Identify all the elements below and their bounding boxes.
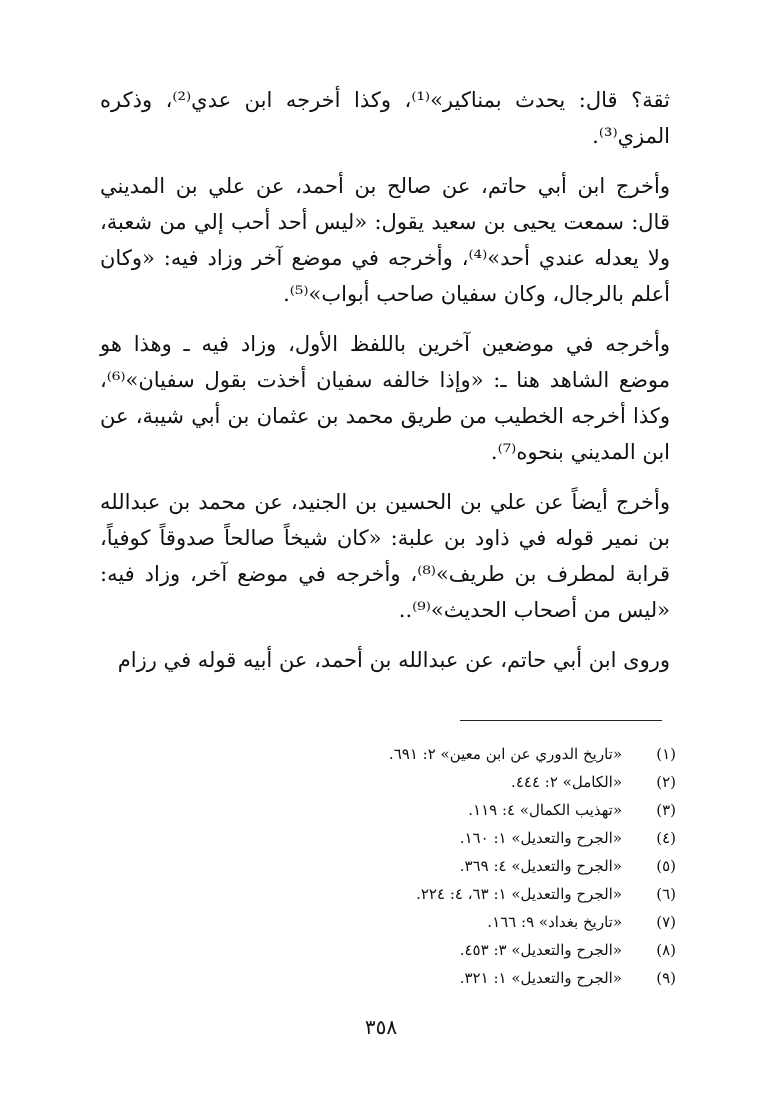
footnote-number: (٣) bbox=[656, 801, 676, 819]
footnote-number: (٤) bbox=[656, 829, 676, 847]
footnote-5 bbox=[116, 852, 676, 880]
footnote-number: (٦) bbox=[656, 885, 676, 903]
footnote-text: «الكامل» ٢: ٤٤٤. bbox=[511, 773, 622, 791]
footnote-4 bbox=[116, 824, 676, 852]
footnote-text: «تاريخ الدوري عن ابن معين» ٢: ٦٩١. bbox=[388, 745, 622, 763]
footnote-text: «الجرح والتعديل» ٣: ٤٥٣. bbox=[459, 941, 622, 959]
footnote-9 bbox=[116, 964, 676, 992]
footnote-text: «الجرح والتعديل» ٤: ٣٦٩. bbox=[459, 857, 622, 875]
paragraph-5: وروى ابن أبي حاتم، عن عبدالله بن أحمد، عن أبيه قوله في رزام bbox=[117, 648, 670, 672]
footnote-7 bbox=[116, 908, 676, 936]
footnote-8 bbox=[116, 936, 676, 964]
footnote-separator bbox=[460, 720, 662, 721]
paragraph-3: وأخرجه في موضعين آخرين باللفظ الأول، وزاد فيه ـ وهذا هو موضع الشاهد هنا ـ: «وإذا خالفه سفيان أخذت بقول سفيان»⁽⁶⁾، وكذا أخرجه الخطيب من طريق محمد بن عثمان بن أبي شيبة، عن ابن المديني بنحوه⁽⁷⁾. bbox=[100, 332, 670, 464]
paragraph-2: وأخرج ابن أبي حاتم، عن صالح بن أحمد، عن علي بن المديني قال: سمعت يحيى بن سعيد يقول: «ليس أحد أحب إلي من شعبة، ولا يعدله عندي أحد»⁽⁴⁾، وأخرجه في موضع آخر وزاد فيه: «وكان أعلم بالرجال، وكان سفيان صاحب أبواب»⁽⁵⁾. bbox=[100, 174, 670, 306]
footnote-text: «تهذيب الكمال» ٤: ١١٩. bbox=[468, 801, 622, 819]
footnote-text: «الجرح والتعديل» ١: ٣٢١. bbox=[459, 969, 622, 987]
footnotes-list bbox=[116, 740, 676, 992]
paragraph-4: وأخرج أيضاً عن علي بن الحسين بن الجنيد، عن محمد بن عبدالله بن نمير قوله في ذاود بن علبة: «كان شيخاً صالحاً صدوقاً كوفياً، قرابة لمطرف بن طريف»⁽⁸⁾، وأخرجه في موضع آخر، وزاد فيه: «ليس من أصحاب الحديث»⁽⁹⁾.. bbox=[100, 490, 670, 622]
footnote-text: «الجرح والتعديل» ١: ٦٣، ٤: ٢٢٤. bbox=[416, 885, 622, 903]
page-number: ٣٥٨ bbox=[364, 1015, 398, 1039]
footnote-number: (٨) bbox=[656, 941, 676, 959]
paragraph-1: ثقة؟ قال: يحدث بمناكير»⁽¹⁾، وكذا أخرجه ابن عدي⁽²⁾، وذكره المزي⁽³⁾. bbox=[100, 88, 670, 148]
footnote-number: (٧) bbox=[656, 913, 676, 931]
footnote-number: (٩) bbox=[656, 969, 676, 987]
footnote-number: (١) bbox=[656, 745, 676, 763]
footnote-1 bbox=[116, 740, 676, 768]
main-text-body bbox=[100, 82, 670, 692]
footnote-number: (٥) bbox=[656, 857, 676, 875]
footnote-6 bbox=[116, 880, 676, 908]
footnote-text: «الجرح والتعديل» ١: ١٦٠. bbox=[459, 829, 622, 847]
footnote-3 bbox=[116, 796, 676, 824]
footnote-2 bbox=[116, 768, 676, 796]
footnote-text: «تاريخ بغداد» ٩: ١٦٦. bbox=[487, 913, 622, 931]
footnote-number: (٢) bbox=[656, 773, 676, 791]
